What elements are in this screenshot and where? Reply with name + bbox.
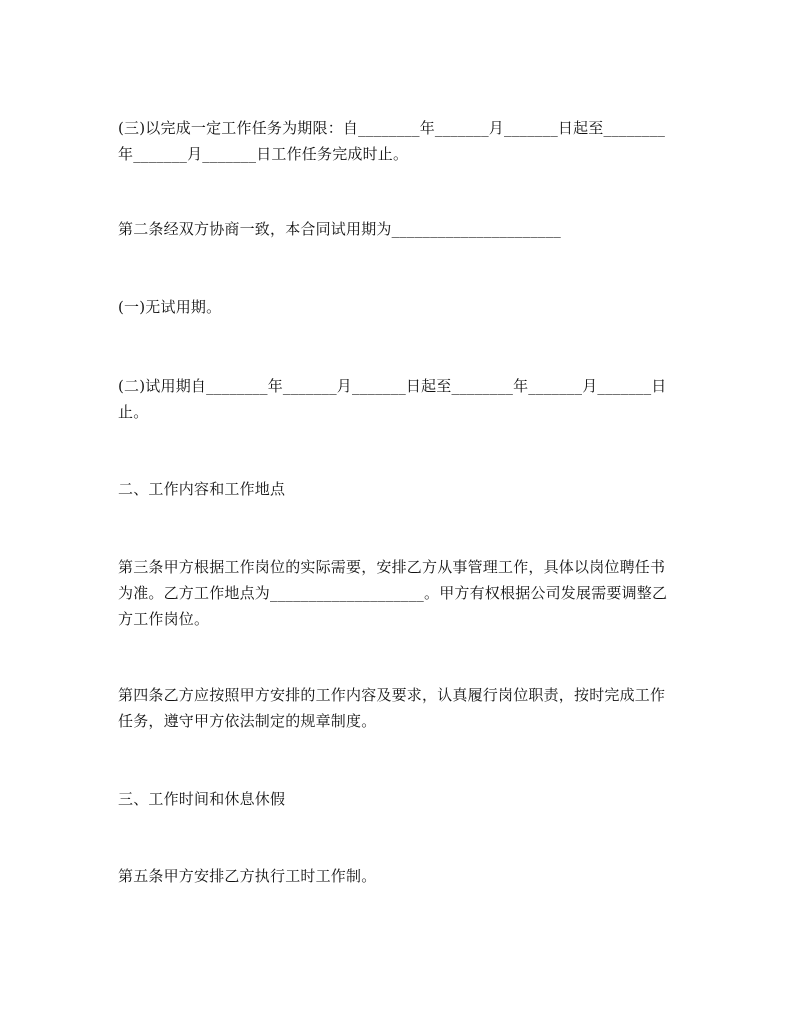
section-heading-work-time bbox=[118, 786, 680, 812]
heading-line: 二、工作内容和工作地点 bbox=[118, 480, 286, 498]
paragraph-line: 方工作岗位。 bbox=[118, 610, 210, 628]
paragraph-line: (二)试用期自________年_______月_______日起至________年_______月_______日 bbox=[118, 377, 667, 395]
paragraph-article-4 bbox=[118, 682, 680, 734]
paragraph-fixed-term-task bbox=[118, 115, 680, 167]
paragraph-line: 为准。乙方工作地点为____________________。甲方有权根据公司发展需要调整乙 bbox=[118, 584, 668, 602]
paragraph-line: 年_______月_______日工作任务完成时止。 bbox=[118, 145, 409, 163]
paragraph-line: 第四条乙方应按照甲方安排的工作内容及要求，认真履行岗位职责，按时完成工作 bbox=[118, 686, 666, 704]
paragraph-line: 任务，遵守甲方依法制定的规章制度。 bbox=[118, 712, 377, 730]
paragraph-line: 第二条经双方协商一致，本合同试用期为______________________ bbox=[118, 220, 562, 238]
heading-line: 三、工作时间和休息休假 bbox=[118, 790, 286, 808]
paragraph-article-5 bbox=[118, 863, 680, 889]
paragraph-line: 第五条甲方安排乙方执行工时工作制。 bbox=[118, 867, 377, 885]
section-heading-work-content bbox=[118, 476, 680, 502]
paragraph-line: 止。 bbox=[118, 403, 149, 421]
paragraph-probation-period bbox=[118, 373, 680, 425]
paragraph-article-3 bbox=[118, 554, 680, 632]
paragraph-no-probation bbox=[118, 294, 680, 320]
paragraph-article-2 bbox=[118, 216, 680, 242]
paragraph-line: (三)以完成一定工作任务为期限：自________年_______月_______日起至________ bbox=[118, 119, 666, 137]
paragraph-line: 第三条甲方根据工作岗位的实际需要，安排乙方从事管理工作，具体以岗位聘任书 bbox=[118, 558, 666, 576]
paragraph-line: (一)无试用期。 bbox=[118, 298, 222, 316]
